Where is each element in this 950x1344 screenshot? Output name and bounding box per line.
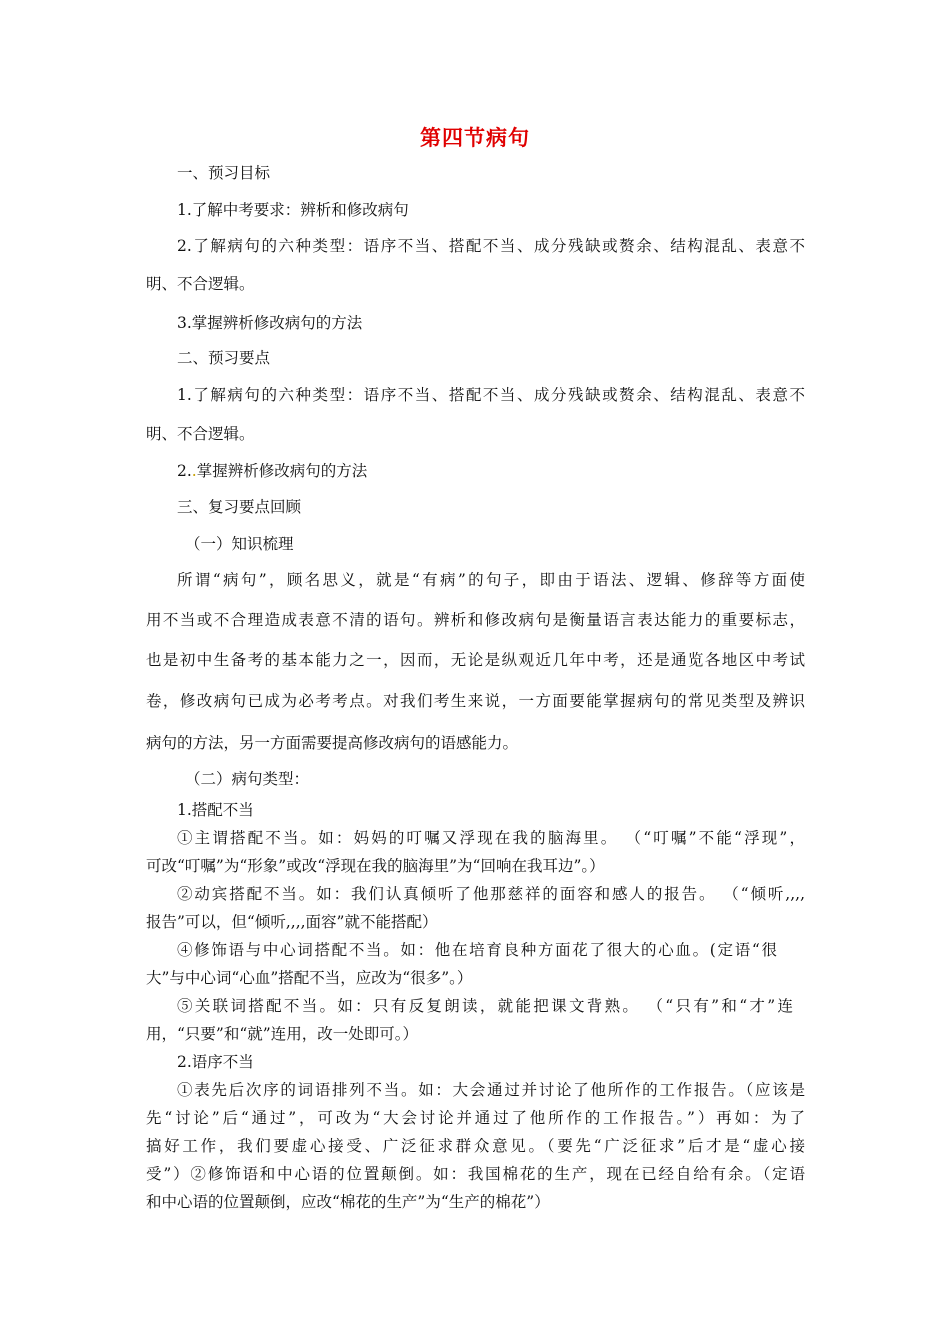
section-heading-1: 一、预习目标 bbox=[177, 164, 271, 182]
mark-dot: . bbox=[191, 462, 197, 480]
text-line: 搞好工作，我们要虚心接受、广泛征求群众意见。（要先“广泛征求”后才是“虚心接 bbox=[146, 1137, 805, 1155]
text-line: 也是初中生备考的基本能力之一，因而，无论是纵观近几年中考，还是通览各地区中考试 bbox=[146, 651, 805, 669]
text-line: ②动宾搭配不当。如：我们认真倾听了他那慈祥的面容和感人的报告。 （“倾听,,,, bbox=[177, 885, 805, 903]
item-heading: 1.搭配不当 bbox=[177, 801, 254, 819]
text-line: 先“讨论”后“通过”，可改为“大会讨论并通过了他所作的工作报告。”）再如：为了 bbox=[146, 1109, 805, 1127]
text-line: 报告”可以，但“倾听,,,,面容”就不能搭配） bbox=[146, 913, 438, 931]
text-line: 所谓“病句”，顾名思义，就是“有病”的句子，即由于语法、逻辑、修辞等方面使 bbox=[177, 571, 805, 589]
text-line: 1.了解中考要求：辨析和修改病句 bbox=[177, 201, 409, 219]
text-line: 用不当或不合理造成表意不清的语句。辨析和修改病句是衡量语言表达能力的重要标志， bbox=[146, 611, 805, 629]
section-heading-3: 三、复习要点回顾 bbox=[177, 498, 302, 516]
text-line: ④修饰语与中心词搭配不当。如：他在培育良种方面花了很大的心血。(定语“很 bbox=[177, 941, 777, 959]
text-line: 大”与中心词“心血”搭配不当，应改为“很多”。） bbox=[146, 969, 473, 987]
subsection-heading: （一）知识梳理 bbox=[185, 535, 294, 553]
text-line: 明、不合逻辑。 bbox=[146, 275, 255, 293]
text-line: 2.了解病句的六种类型：语序不当、搭配不当、成分残缺或赘余、结构混乱、表意不 bbox=[177, 237, 805, 255]
text-line: ①主谓搭配不当。如：妈妈的叮嘱又浮现在我的脑海里。 （“叮嘱”不能“浮现”， bbox=[177, 829, 805, 847]
text-line bbox=[177, 461, 807, 481]
text-fragment: 掌握辨析修改病句的方法 bbox=[196, 462, 368, 480]
text-fragment: 2. bbox=[177, 462, 192, 480]
text-line: 用，“只要”和“就”连用，改一处即可。） bbox=[146, 1025, 418, 1043]
text-line: 和中心语的位置颠倒，应改“棉花的生产”为“生产的棉花”） bbox=[146, 1193, 550, 1211]
text-line: 明、不合逻辑。 bbox=[146, 425, 255, 443]
item-heading: 2.语序不当 bbox=[177, 1053, 254, 1071]
section-heading-2: 二、预习要点 bbox=[177, 349, 271, 367]
text-line: ⑤关联词搭配不当。如：只有反复朗读，就能把课文背熟。 （“只有”和“才”连 bbox=[177, 997, 793, 1015]
text-line: ①表先后次序的词语排列不当。如：大会通过并讨论了他所作的工作报告。（应该是 bbox=[177, 1081, 805, 1099]
text-line: 病句的方法，另一方面需要提高修改病句的语感能力。 bbox=[146, 734, 519, 752]
text-line: 可改“叮嘱”为“形象”或改“浮现在我的脑海里”为“回响在我耳边”。） bbox=[146, 857, 605, 875]
text-line: 1.了解病句的六种类型：语序不当、搭配不当、成分残缺或赘余、结构混乱、表意不 bbox=[177, 386, 805, 404]
text-line: 3.掌握辨析修改病句的方法 bbox=[177, 314, 363, 332]
text-line: 受”）②修饰语和中心语的位置颠倒。如：我国棉花的生产，现在已经自给有余。（定语 bbox=[146, 1165, 805, 1183]
text-line: 卷，修改病句已成为必考考点。对我们考生来说，一方面要能掌握病句的常见类型及辨识 bbox=[146, 692, 805, 710]
page-title: 第四节病句 bbox=[420, 126, 530, 150]
subsection-heading: （二）病句类型： bbox=[185, 770, 310, 788]
